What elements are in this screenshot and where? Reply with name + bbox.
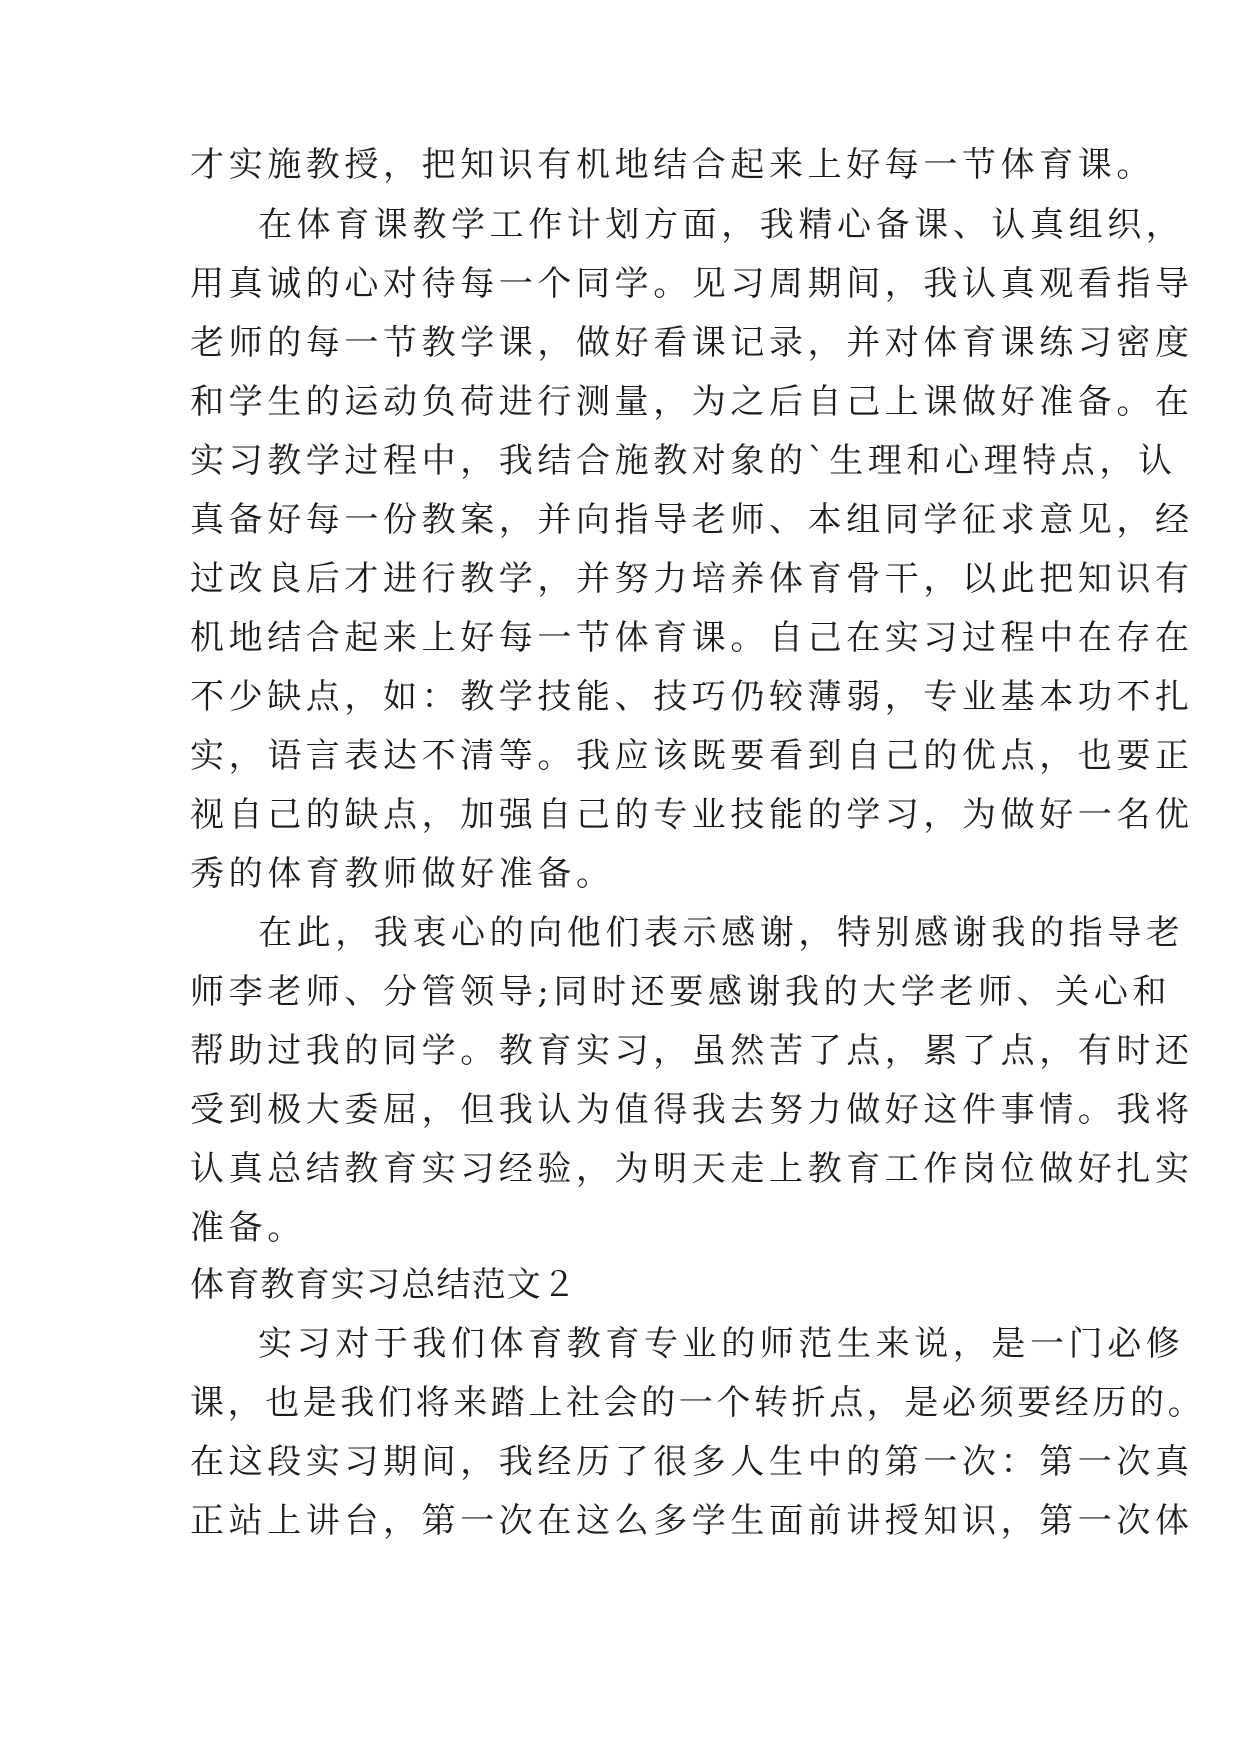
text-line: 秀的体育教师做好准备。 xyxy=(190,854,615,894)
text-line: 真备好每一份教案，并向指导老师、本组同学征求意见，经 xyxy=(190,500,1194,540)
text-line: 帮助过我的同学。教育实习，虽然苦了点，累了点，有时还 xyxy=(190,1031,1194,1071)
text-line: 正站上讲台，第一次在这么多学生面前讲授知识，第一次体 xyxy=(190,1501,1194,1541)
text-line: 不少缺点，如：教学技能、技巧仍较薄弱，专业基本功不扎 xyxy=(190,677,1194,717)
text-line: 实习教学过程中，我结合施教对象的`生理和心理特点，认 xyxy=(190,441,1177,481)
text-line: 老师的每一节教学课，做好看课记录，并对体育课练习密度 xyxy=(190,323,1194,363)
text-line: 实，语言表达不清等。我应该既要看到自己的优点，也要正 xyxy=(190,736,1194,776)
text-line: 受到极大委屈，但我认为值得我去努力做好这件事情。我将 xyxy=(190,1090,1194,1130)
text-line: 和学生的运动负荷进行测量，为之后自己上课做好准备。在 xyxy=(190,382,1194,422)
text-line: 准备。 xyxy=(190,1208,306,1248)
text-line: 机地结合起来上好每一节体育课。自己在实习过程中在存在 xyxy=(190,618,1194,658)
paragraph-first-line: 在体育课教学工作计划方面，我精心备课、认真组织， xyxy=(258,205,1185,245)
text-line: 才实施教授，把知识有机地结合起来上好每一节体育课。 xyxy=(190,145,1155,185)
paragraph-first-line: 在此，我衷心的向他们表示感谢，特别感谢我的指导老 xyxy=(258,913,1185,953)
paragraph-first-line: 实习对于我们体育教育专业的师范生来说，是一门必修 xyxy=(258,1324,1185,1364)
section-heading: 体育教育实习总结范文２ xyxy=(190,1265,578,1305)
text-line: 课，也是我们将来踏上社会的一个转折点，是必须要经历的。 xyxy=(190,1383,1206,1423)
text-line: 在这段实习期间，我经历了很多人生中的第一次：第一次真 xyxy=(190,1442,1194,1482)
text-line: 视自己的缺点，加强自己的专业技能的学习，为做好一名优 xyxy=(190,795,1194,835)
text-line: 过改良后才进行教学，并努力培养体育骨干，以此把知识有 xyxy=(190,559,1194,599)
text-line: 认真总结教育实习经验，为明天走上教育工作岗位做好扎实 xyxy=(190,1149,1194,1189)
text-line: 用真诚的心对待每一个同学。见习周期间，我认真观看指导 xyxy=(190,264,1194,304)
text-line: 师李老师、分管领导;同时还要感谢我的大学老师、关心和 xyxy=(190,972,1172,1012)
